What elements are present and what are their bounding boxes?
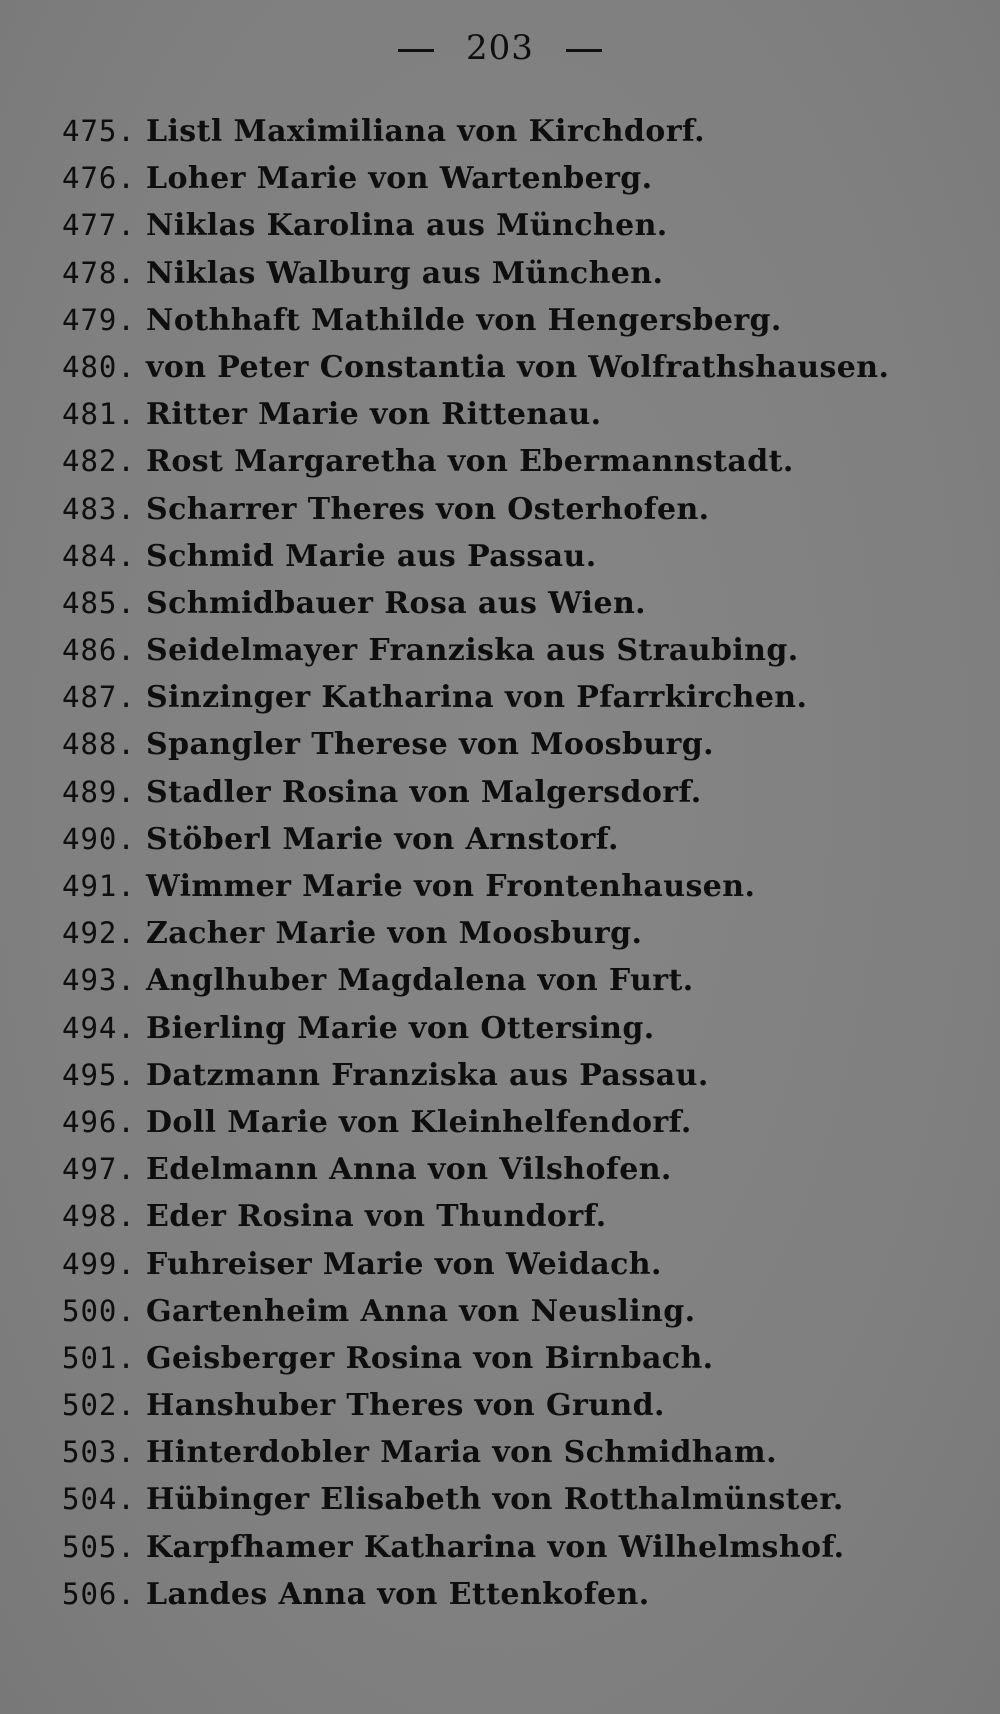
list-item bbox=[62, 769, 962, 816]
list-item bbox=[62, 1288, 962, 1335]
list-item bbox=[62, 1524, 962, 1571]
entry-text: Doll Marie von Kleinhelfendorf. bbox=[146, 1104, 692, 1140]
list-item bbox=[62, 108, 962, 155]
list-item bbox=[62, 1571, 962, 1618]
list-item bbox=[62, 391, 962, 438]
list-item bbox=[62, 1052, 962, 1099]
entry-number: 494. bbox=[62, 1010, 136, 1045]
list-item bbox=[62, 1382, 962, 1429]
page-number: 203 bbox=[466, 28, 534, 68]
list-item bbox=[62, 863, 962, 910]
entry-text: Datzmann Franziska aus Passau. bbox=[146, 1057, 709, 1093]
entry-text: Rost Margaretha von Ebermannstadt. bbox=[146, 444, 794, 480]
entry-text: Hübinger Elisabeth von Rotthalmünster. bbox=[146, 1482, 844, 1518]
entry-number: 477. bbox=[62, 208, 136, 243]
entry-number: 482. bbox=[62, 444, 136, 479]
entry-text: Karpfhamer Katharina von Wilhelmshof. bbox=[146, 1529, 845, 1565]
entry-number: 485. bbox=[62, 585, 136, 620]
entry-number: 481. bbox=[62, 397, 136, 432]
list-item bbox=[62, 1476, 962, 1523]
list-item bbox=[62, 721, 962, 768]
entry-number: 476. bbox=[62, 161, 136, 196]
entry-text: Landes Anna von Ettenkofen. bbox=[146, 1576, 650, 1612]
entry-text: Nothhaft Mathilde von Hengersberg. bbox=[146, 302, 782, 338]
entry-text: Niklas Walburg aus München. bbox=[146, 255, 664, 291]
list-item bbox=[62, 1241, 962, 1288]
entry-number: 487. bbox=[62, 680, 136, 715]
entry-number: 484. bbox=[62, 538, 136, 573]
entry-text: Geisberger Rosina von Birnbach. bbox=[146, 1340, 714, 1376]
list-item bbox=[62, 202, 962, 249]
entry-text: Spangler Therese von Moosburg. bbox=[146, 727, 714, 763]
entry-text: Anglhuber Magdalena von Furt. bbox=[146, 963, 694, 999]
entry-text: Wimmer Marie von Frontenhausen. bbox=[146, 869, 756, 904]
list-item bbox=[62, 1335, 962, 1382]
entry-number: 490. bbox=[62, 821, 136, 856]
list-item bbox=[62, 486, 962, 533]
entry-number: 475. bbox=[62, 114, 136, 148]
entry-number: 489. bbox=[62, 774, 136, 809]
list-item bbox=[62, 344, 962, 391]
entry-number: 478. bbox=[62, 255, 136, 290]
entry-text: Niklas Karolina aus München. bbox=[146, 208, 668, 244]
list-item bbox=[62, 1005, 962, 1052]
entry-number: 498. bbox=[62, 1199, 136, 1234]
entry-text: Seidelmayer Franziska aus Straubing. bbox=[146, 633, 799, 669]
entry-number: 491. bbox=[62, 869, 136, 903]
entry-number: 500. bbox=[62, 1293, 136, 1328]
list-item bbox=[62, 250, 962, 297]
entry-text: Bierling Marie von Ottersing. bbox=[146, 1010, 655, 1046]
list-item bbox=[62, 438, 962, 485]
list-item bbox=[62, 816, 962, 863]
page-header bbox=[0, 28, 1000, 68]
entry-number: 492. bbox=[62, 916, 136, 951]
entry-text: Eder Rosina von Thundorf. bbox=[146, 1199, 607, 1235]
list-item bbox=[62, 627, 962, 674]
entry-text: Gartenheim Anna von Neusling. bbox=[146, 1293, 696, 1329]
entry-number: 501. bbox=[62, 1340, 136, 1375]
entry-text: Fuhreiser Marie von Weidach. bbox=[146, 1246, 662, 1282]
entry-number: 506. bbox=[62, 1576, 136, 1611]
entry-number: 504. bbox=[62, 1482, 136, 1517]
entry-text: Hinterdobler Maria von Schmidham. bbox=[146, 1435, 777, 1471]
header-dash-left bbox=[398, 49, 434, 52]
entry-text: Listl Maximiliana von Kirchdorf. bbox=[146, 114, 705, 149]
entry-text: Sinzinger Katharina von Pfarrkirchen. bbox=[146, 680, 808, 716]
entry-text: Ritter Marie von Rittenau. bbox=[146, 397, 602, 433]
list-item bbox=[62, 1146, 962, 1193]
entry-text: Stadler Rosina von Malgersdorf. bbox=[146, 774, 702, 810]
list-item bbox=[62, 674, 962, 721]
entry-number: 502. bbox=[62, 1388, 136, 1423]
entry-number: 496. bbox=[62, 1104, 136, 1139]
entry-text: Hanshuber Theres von Grund. bbox=[146, 1388, 665, 1424]
list-item bbox=[62, 297, 962, 344]
entry-number: 497. bbox=[62, 1152, 136, 1187]
list-item bbox=[62, 580, 962, 627]
list-item bbox=[62, 1429, 962, 1476]
entry-number: 488. bbox=[62, 727, 136, 762]
entry-number: 503. bbox=[62, 1435, 136, 1470]
entry-text: Loher Marie von Wartenberg. bbox=[146, 161, 653, 197]
entry-text: Zacher Marie von Moosburg. bbox=[146, 916, 643, 952]
entry-number: 479. bbox=[62, 302, 136, 337]
entry-text: Schmid Marie aus Passau. bbox=[146, 538, 597, 574]
entry-text: Schmidbauer Rosa aus Wien. bbox=[146, 585, 647, 621]
entry-number: 499. bbox=[62, 1246, 136, 1281]
list-item bbox=[62, 910, 962, 957]
list-item bbox=[62, 1099, 962, 1146]
entry-text: von Peter Constantia von Wolfrathshausen. bbox=[146, 349, 890, 385]
list-item bbox=[62, 155, 962, 202]
entry-number: 486. bbox=[62, 633, 136, 668]
entry-text: Scharrer Theres von Osterhofen. bbox=[146, 491, 710, 527]
name-list bbox=[62, 108, 962, 1618]
entry-number: 483. bbox=[62, 491, 136, 526]
header-dash-right bbox=[566, 49, 602, 52]
entry-number: 505. bbox=[62, 1529, 136, 1564]
entry-number: 493. bbox=[62, 963, 136, 998]
list-item bbox=[62, 1193, 962, 1240]
list-item bbox=[62, 957, 962, 1004]
entry-text: Stöberl Marie von Arnstorf. bbox=[146, 821, 619, 857]
entry-text: Edelmann Anna von Vilshofen. bbox=[146, 1152, 672, 1188]
entry-number: 495. bbox=[62, 1057, 136, 1092]
list-item bbox=[62, 533, 962, 580]
entry-number: 480. bbox=[62, 349, 136, 384]
